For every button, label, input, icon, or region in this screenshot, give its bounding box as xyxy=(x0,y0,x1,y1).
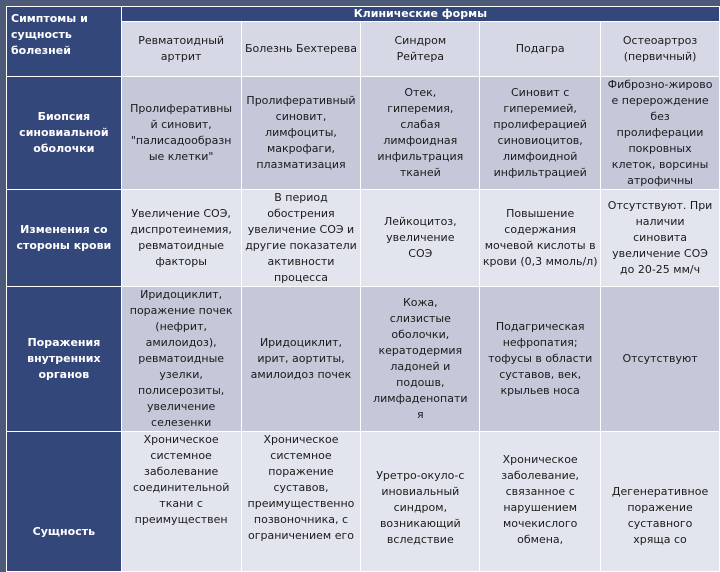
clinical-forms-table xyxy=(6,6,720,572)
table-cell: Уретро-окуло-с иновиальный синдром, возникающий вследствие xyxy=(361,432,480,572)
table-cell: Синовит с гиперемией, пролиферацией синовиоцитов, лимфоидной инфильтрацией xyxy=(480,77,601,190)
table-cell: Хроническое системное заболевание соединительной ткани с преимуществен xyxy=(121,432,241,572)
column-header-reiter: Синдром Рейтера xyxy=(361,22,480,77)
table-cell: Хроническое системное поражение суставов, преимущественно позвоночника, с ограничением его xyxy=(241,432,361,572)
table-cell: Повышение содержания мочевой кислоты в крови (0,3 ммоль/л) xyxy=(480,190,601,287)
table-cell: Увеличение СОЭ, диспротеинемия, ревматоидные факторы xyxy=(121,190,241,287)
table-cell: Пролиферативны й синовит, "палисадообразн ые клетки" xyxy=(121,77,241,190)
corner-header: Симптомы и сущность болезней xyxy=(7,7,122,77)
table-cell: Дегенеративное поражение суставного хряща со xyxy=(601,432,720,572)
table-cell: Подагрическая нефропатия; тофусы в области суставов, век, крыльев носа xyxy=(480,287,601,432)
table-cell: Отсутствуют. При наличии синовита увеличение СОЭ до 20-25 мм/ч xyxy=(601,190,720,287)
table-cell: Иридоциклит, ирит, аортиты, амилоидоз почек xyxy=(241,287,361,432)
table-cell: Иридоциклит, поражение почек (нефрит, амилоидоз), ревматоидные узелки, полисерозиты, увеличение селезенки xyxy=(121,287,241,432)
table-cell: В период обострения увеличение СОЭ и другие показатели активности процесса xyxy=(241,190,361,287)
table-cell: Лейкоцитоз, увеличение СОЭ xyxy=(361,190,480,287)
row-header-organs: Поражения внутренних органов xyxy=(7,287,122,432)
table-cell: Пролиферативный синовит, лимфоциты, макрофаги, плазматизация xyxy=(241,77,361,190)
group-header: Клинические формы xyxy=(121,7,719,22)
table-row xyxy=(7,77,720,190)
row-header-essence: Сущность xyxy=(7,432,122,572)
column-header-osteoarthrosis: Остеоартроз (первичный) xyxy=(601,22,720,77)
table-row xyxy=(7,432,720,572)
table-cell: Хроническое заболевание, связанное с нарушением мочекислого обмена, xyxy=(480,432,601,572)
table-cell: Отсутствуют xyxy=(601,287,720,432)
row-header-blood: Изменения со стороны крови xyxy=(7,190,122,287)
table-row xyxy=(7,190,720,287)
column-header-ra: Ревматоидный артрит xyxy=(121,22,241,77)
table-cell: Отек, гиперемия, слабая лимфоидная инфильтрация тканей xyxy=(361,77,480,190)
row-header-biopsy: Биопсия синовиальной оболочки xyxy=(7,77,122,190)
table-cell: Фиброзно-жирово е перерождение без пролиферации покровных клеток, ворсины атрофичны xyxy=(601,77,720,190)
column-header-gout: Подагра xyxy=(480,22,601,77)
column-header-bekhterev: Болезнь Бехтерева xyxy=(241,22,361,77)
table-row xyxy=(7,287,720,432)
table-cell: Кожа, слизистые оболочки, кератодермия ладоней и подошв, лимфаденопати я xyxy=(361,287,480,432)
